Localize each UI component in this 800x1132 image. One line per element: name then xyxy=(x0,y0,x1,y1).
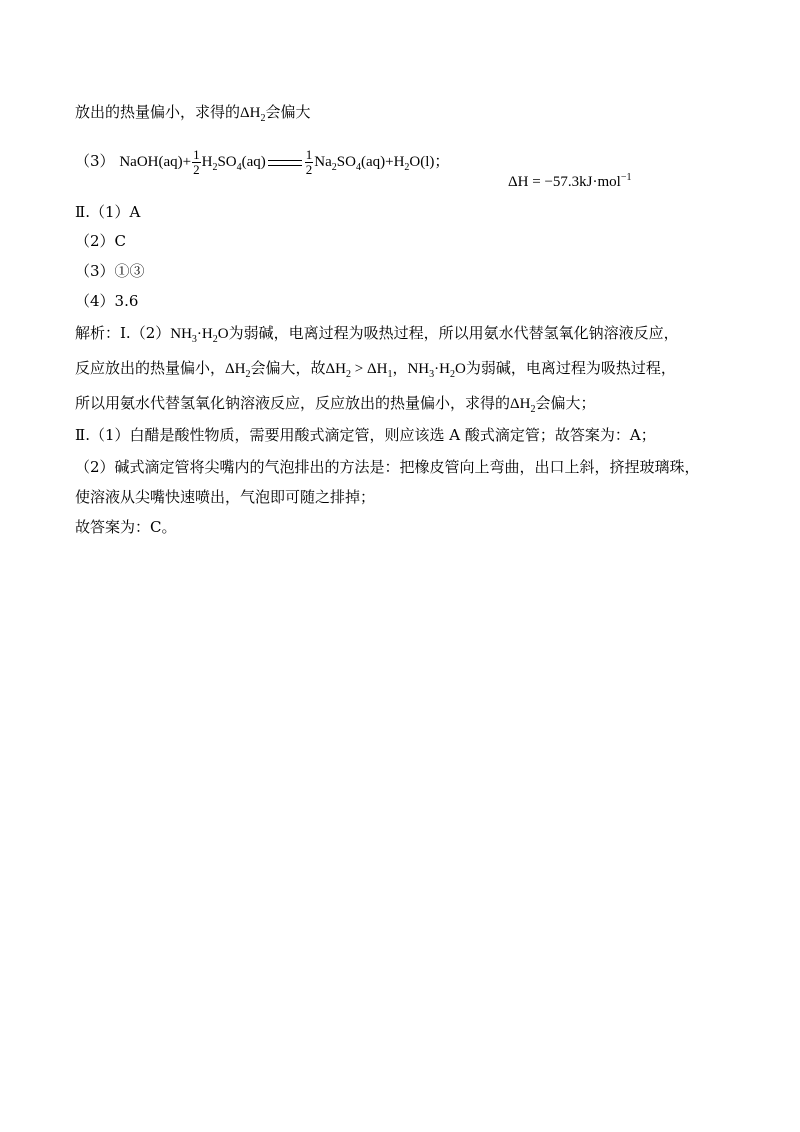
cmp-operator: > xyxy=(351,361,367,377)
nh3-h2o-formula xyxy=(170,326,229,345)
answer-ii-1: Ⅱ.（1）A xyxy=(75,203,141,221)
frac2-denominator: 2 xyxy=(305,162,313,177)
nh3-text: NH xyxy=(170,326,192,342)
delta-h-value xyxy=(508,168,631,192)
cmp-b-text: ΔH xyxy=(366,361,388,377)
cmp-a-sub: 2 xyxy=(346,369,351,380)
eq-water-sub: 2 xyxy=(404,161,410,173)
eq-water: O(l)； xyxy=(409,153,450,170)
dh2-sub: 2 xyxy=(245,369,251,380)
o-text-2: O xyxy=(454,361,466,377)
answer-ii-3: （3）①③ xyxy=(75,262,145,280)
equilibrium-sign xyxy=(268,160,302,166)
analysis2-tail: 为弱碱，电离过程为吸热过程， xyxy=(465,359,676,377)
nh3-sub-2: 3 xyxy=(429,369,435,380)
fraction-half-1 xyxy=(192,148,201,177)
analysis3-prefix: 所以用氨水代替氢氧化钠溶液反应，反应放出的热量偏小，求得的 xyxy=(75,394,511,412)
delta-h-value-text: ΔH = −57.3kJ·mol xyxy=(508,174,621,190)
analysis-line-1 xyxy=(75,323,679,350)
answer-ii-2: （2）C xyxy=(75,232,127,250)
analysis-line-3 xyxy=(75,393,596,420)
eq-so2: SO xyxy=(336,153,356,170)
eq-h: H xyxy=(201,153,213,170)
analysis-ii-2: （2）碱式滴定管将尖嘴内的气泡排出的方法是：把橡皮管向上弯曲，出口上斜，挤捏玻璃珠， xyxy=(75,458,700,476)
dot-h-2: ·H xyxy=(434,361,450,377)
dh-sub-3: 2 xyxy=(530,404,536,415)
eq-so-sub: 4 xyxy=(236,161,242,173)
delta-h-text: ΔH xyxy=(240,105,261,121)
frac2-numerator: 1 xyxy=(305,147,313,162)
frac1-denominator: 2 xyxy=(193,162,200,177)
equation-line xyxy=(75,148,449,178)
comma: ， xyxy=(392,359,408,377)
dh-comparison xyxy=(325,361,393,380)
o-text: O xyxy=(217,326,229,342)
delta-h2-symbol xyxy=(240,105,266,124)
eq-aq2: (aq)+H xyxy=(360,153,405,170)
eq-h-sub: 2 xyxy=(212,161,218,173)
cmp-a-text: ΔH xyxy=(325,361,346,377)
dh2-text: ΔH xyxy=(225,361,246,377)
eq-na: Na xyxy=(314,153,332,170)
dh2-symbol xyxy=(225,361,251,380)
h2o-sub: 2 xyxy=(212,334,218,345)
delta-h-unit-sup: −1 xyxy=(620,172,632,183)
analysis2-prefix: 反应放出的热量偏小， xyxy=(75,359,226,377)
frac1-numerator: 1 xyxy=(193,147,200,162)
delta-h-sub: 2 xyxy=(260,113,266,124)
eq-so: SO xyxy=(217,153,237,170)
analysis-ii-1: Ⅱ.（1）白醋是酸性物质，需要用酸式滴定管，则应该选 A 酸式滴定管；故答案为：A； xyxy=(75,426,656,444)
answer-ii-4: （4）3.6 xyxy=(75,292,139,310)
eq-na-sub: 2 xyxy=(331,161,337,173)
analysis2-mid: 会偏大，故 xyxy=(250,359,326,377)
dot-h: ·H xyxy=(196,326,213,342)
final-answer: 故答案为：C。 xyxy=(75,518,177,536)
analysis3-tail: 会偏大； xyxy=(535,394,596,412)
text-line-1 xyxy=(75,102,311,129)
thermo-equation xyxy=(119,147,450,177)
nh3-sub: 3 xyxy=(191,334,197,345)
nh3-h2o-formula-2 xyxy=(407,361,466,380)
eq-naoh: NaOH(aq)+ xyxy=(119,153,192,170)
analysis-ii-2-cont: 使溶液从尖嘴快速喷出，气泡即可随之排掉； xyxy=(75,488,376,506)
line1-text: 放出的热量偏小，求得的 xyxy=(75,103,241,121)
line1-tail: 会偏大 xyxy=(265,103,311,121)
analysis-prefix: 解析：Ⅰ.（2） xyxy=(75,324,171,342)
item-label-3: （3） xyxy=(75,151,115,170)
eq-aq: (aq) xyxy=(241,153,266,170)
h2o-sub-2: 2 xyxy=(449,369,455,380)
eq-so2-sub: 4 xyxy=(355,161,361,173)
dh-text-3: ΔH xyxy=(510,396,531,412)
analysis-line-2 xyxy=(75,358,676,385)
nh3-text-2: NH xyxy=(407,361,430,377)
dh2-symbol-2 xyxy=(510,396,536,415)
cmp-b-sub: 1 xyxy=(387,369,393,380)
fraction-half-2 xyxy=(305,148,314,177)
analysis-line1-tail: 为弱碱，电离过程为吸热过程，所以用氨水代替氢氧化钠溶液反应， xyxy=(228,324,679,342)
